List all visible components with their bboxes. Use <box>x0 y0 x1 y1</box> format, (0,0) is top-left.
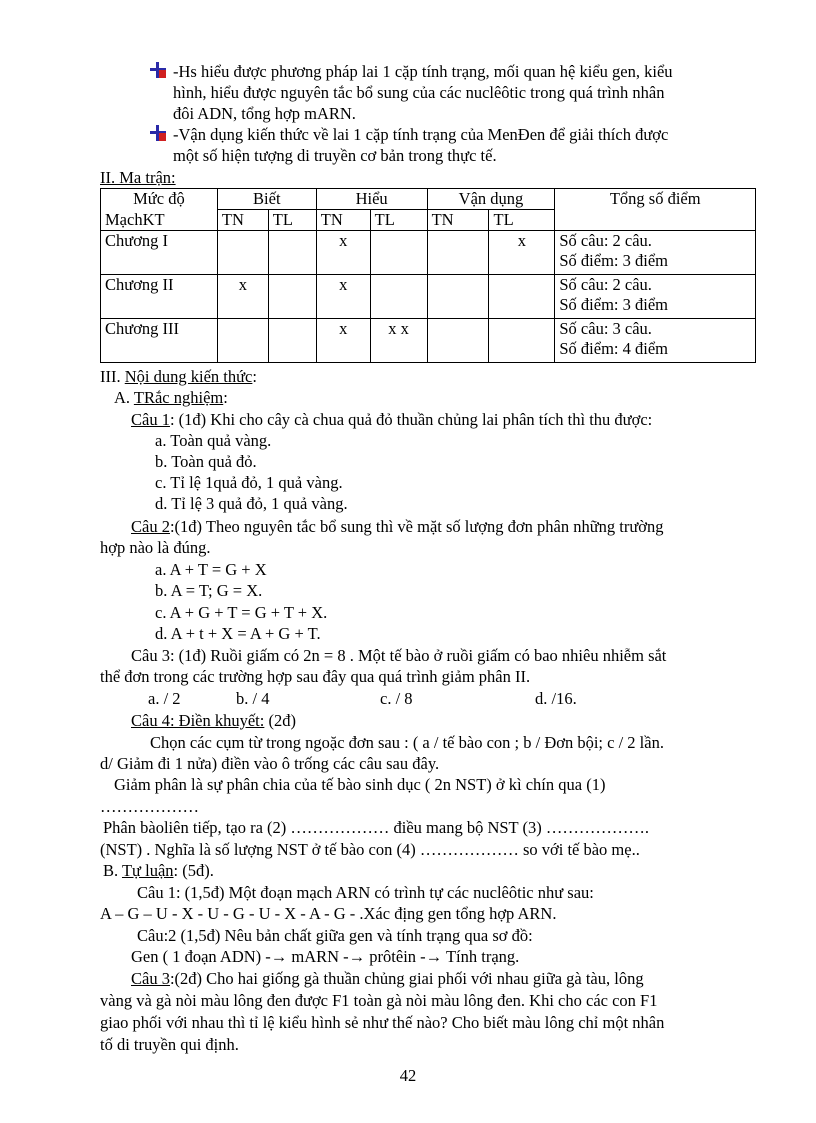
cell-hieu-tn: x <box>316 231 370 275</box>
q3-option-a: a. / 2 <box>148 689 181 708</box>
table-row <box>101 319 756 363</box>
cell-sodiem: Số điểm: 4 điểm <box>559 339 668 358</box>
essay-1-line-2: A – G – U - X - U - G - U - X - A - G - .Xác địng gen tổng hợp ARN. <box>100 904 557 923</box>
header-level: Mức độ <box>101 189 218 210</box>
cell-vd-tn <box>427 319 489 363</box>
table-row <box>101 275 756 319</box>
essay-2-line-2: Gen ( 1 đoạn ADN) -→ mARN -→ prôtêin -→ Tính trạng. <box>131 947 520 966</box>
cell-biet-tl <box>268 231 316 275</box>
q3-option-b: b. / 4 <box>236 689 270 708</box>
page-number: 42 <box>399 1066 417 1085</box>
q2-option-d: d. A + t + X = A + G + T. <box>155 624 321 643</box>
header-tl: TL <box>370 210 427 231</box>
question-3-line-2: thể đơn trong các trường hợp sau đây qua quá trình giảm phân II. <box>100 667 531 686</box>
essay-3: Câu 3:(2đ) Cho hai giống gà thuần chủng giai phối với nhau giữa gà tàu, lông <box>131 969 644 988</box>
matrix-heading: II. Ma trận: <box>100 168 176 187</box>
header-hieu: Hiểu <box>316 189 427 210</box>
question-4: Câu 4: Điền khuyết: (2đ) <box>131 711 296 730</box>
q4-line-2: d/ Giảm đi 1 nửa) điền vào ô trống các câu sau đây. <box>100 754 440 773</box>
cell-total <box>555 275 756 319</box>
q2-option-b: b. A = T; G = X. <box>155 581 263 600</box>
cell-socau: Số câu: 2 câu. <box>559 275 652 294</box>
objective-2-line-2: một số hiện tượng di truyền cơ bản trong thực tế. <box>173 146 497 165</box>
cell-sodiem: Số điểm: 3 điểm <box>559 295 668 314</box>
header-vandung: Vận dụng <box>427 189 555 210</box>
objective-1-line-2: hình, hiểu được nguyên tắc bổ sung của các nuclêôtic trong quá trình nhân <box>173 83 665 102</box>
objective-1-line-3: đôi ADN, tổng hợp mARN. <box>173 104 356 123</box>
cell-biet-tn <box>217 231 268 275</box>
header-total: Tổng số điểm <box>555 189 756 210</box>
cell-biet-tn: x <box>217 275 268 319</box>
q2-option-a: a. A + T = G + X <box>155 560 267 579</box>
cell-socau: Số câu: 3 câu. <box>559 319 652 338</box>
cell-biet-tn <box>217 319 268 363</box>
q1-option-a: a. Toàn quả vàng. <box>155 431 272 450</box>
cell-hieu-tn: x <box>316 319 370 363</box>
cell-vd-tl: x <box>489 231 555 275</box>
essay-3-line-4: tố di truyền qui định. <box>100 1035 239 1054</box>
row-name: Chương I <box>101 231 218 275</box>
cell-vd-tn <box>427 231 489 275</box>
q1-option-c: c. Tỉ lệ 1quả đỏ, 1 quả vàng. <box>155 473 343 492</box>
question-1: Câu 1: (1đ) Khi cho cây cà chua quả đỏ thuần chủng lai phân tích thì thu được: <box>131 410 653 429</box>
table-row <box>101 231 756 275</box>
header-biet: Biết <box>217 189 316 210</box>
q1-option-b: b. Toàn quả đỏ. <box>155 452 257 471</box>
header-tl: TL <box>268 210 316 231</box>
q1-option-d: d. Tỉ lệ 3 quả đỏ, 1 quả vàng. <box>155 494 348 513</box>
header-tn: TN <box>217 210 268 231</box>
essay-3-line-3: giao phối với nhau thì tỉ lệ kiểu hình sẻ như thế nào? Cho biết màu lông chỉ một nhân <box>100 1013 665 1032</box>
objective-1-line-1: -Hs hiểu được phương pháp lai 1 cặp tính trạng, mối quan hệ kiểu gen, kiểu <box>173 62 673 81</box>
objective-2-line-1: -Vận dụng kiến thức về lai 1 cặp tính trạng của MenĐen để giải thích được <box>173 125 669 144</box>
essay-1: Câu 1: (1,5đ) Một đoạn mạch ARN có trình tự các nuclêôtic như sau: <box>137 883 594 902</box>
row-name: Chương III <box>101 319 218 363</box>
bullet-icon <box>150 62 166 78</box>
matrix-table <box>100 188 756 363</box>
cell-hieu-tn: x <box>316 275 370 319</box>
matrix-header-row <box>101 189 756 210</box>
header-tn: TN <box>316 210 370 231</box>
content-heading: III. Nội dung kiến thức: <box>100 367 257 386</box>
question-2-line-2: hợp nào là đúng. <box>100 538 211 557</box>
header-total-empty <box>555 210 756 231</box>
question-2: Câu 2:(1đ) Theo nguyên tắc bổ sung thì về mặt số lượng đơn phân những trường <box>131 517 664 536</box>
cell-total <box>555 319 756 363</box>
header-tn: TN <box>427 210 489 231</box>
q4-line-3: Giảm phân là sự phân chia của tế bào sinh dục ( 2n NST) ở kì chín qua (1) <box>114 775 606 794</box>
section-b-heading: B. Tự luận: (5đ). <box>103 861 214 880</box>
question-3: Câu 3: (1đ) Ruồi giấm có 2n = 8 . Một tế bào ở ruồi giấm có bao nhiêu nhiễm sắt <box>131 646 667 665</box>
cell-hieu-tl <box>370 275 427 319</box>
q3-option-c: c. / 8 <box>380 689 413 708</box>
cell-sodiem: Số điểm: 3 điểm <box>559 251 668 270</box>
q4-line-5: Phân bàoliên tiếp, tạo ra (2) ……………… điều mang bộ NST (3) ………………. <box>103 818 649 837</box>
row-name: Chương II <box>101 275 218 319</box>
cell-socau: Số câu: 2 câu. <box>559 231 652 250</box>
essay-3-line-2: vàng và gà nòi màu lông đen được F1 toàn gà nòi màu lông đen. Khi cho các con F1 <box>100 991 658 1010</box>
cell-biet-tl <box>268 275 316 319</box>
q2-option-c: c. A + G + T = G + T + X. <box>155 603 328 622</box>
cell-hieu-tl <box>370 231 427 275</box>
cell-vd-tn <box>427 275 489 319</box>
bullet-icon <box>150 125 166 141</box>
matrix-subheader-row <box>101 210 756 231</box>
q4-line-6: (NST) . Nghĩa là số lượng NST ở tế bào con (4) ……………… so với tế bào mẹ.. <box>100 840 640 859</box>
q4-line-4: ……………… <box>100 797 199 816</box>
cell-total <box>555 231 756 275</box>
header-tl: TL <box>489 210 555 231</box>
essay-2: Câu:2 (1,5đ) Nêu bản chất giữa gen và tính trạng qua sơ đồ: <box>137 926 533 945</box>
cell-biet-tl <box>268 319 316 363</box>
cell-vd-tl <box>489 319 555 363</box>
q4-line-1: Chọn các cụm từ trong ngoặc đơn sau : ( a / tế bào con ; b / Đơn bội; c / 2 lần. <box>150 733 664 752</box>
q3-option-d: d. /16. <box>535 689 577 708</box>
cell-hieu-tl: x x <box>370 319 427 363</box>
section-a-heading: A. TRắc nghiệm: <box>114 388 228 407</box>
cell-vd-tl <box>489 275 555 319</box>
header-mach: MạchKT <box>101 210 218 231</box>
